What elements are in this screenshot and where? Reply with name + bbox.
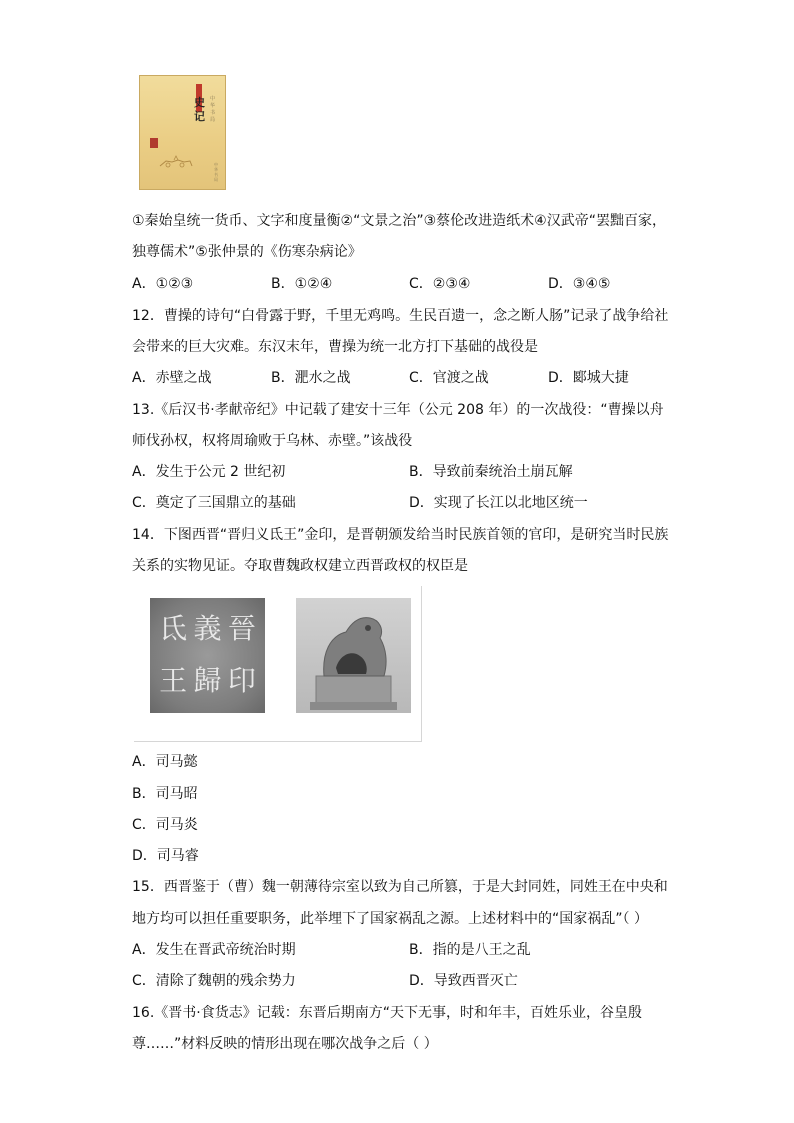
- seal-characters: [156, 604, 259, 707]
- q11-option-d[interactable]: D．③④⑤: [548, 276, 611, 292]
- gold-seal-photo: [296, 598, 411, 713]
- q14-stem-line2: 关系的实物见证。夺取曹魏政权建立西晋政权的权臣是: [132, 558, 468, 574]
- q15-stem-line2: 地方均可以担任重要职务，此举埋下了国家祸乱之源。上述材料中的“国家祸乱”（ ）: [132, 911, 648, 927]
- seal-char-1: 氐: [159, 612, 188, 645]
- q11-option-b[interactable]: B．①②④: [271, 276, 333, 292]
- q11-option-a[interactable]: A．①②③: [132, 276, 194, 292]
- seal-char-3: 晉: [227, 612, 256, 645]
- book-seal-mark: [150, 138, 158, 148]
- q12-stem-line1: 12．曹操的诗句“白骨露于野，千里无鸡鸣。生民百遗一，念之断人肠”记录了战争给社: [132, 308, 669, 324]
- q13-option-a[interactable]: A．发生于公元 2 世纪初: [132, 464, 286, 480]
- book-foot-text: 中华书局: [214, 162, 218, 182]
- q11-items-line1: ①秦始皇统一货币、文字和度量衡②“文景之治”③蔡伦改进造纸术④汉武帝“罢黜百家，: [132, 213, 666, 229]
- shiji-book-cover-image: [139, 75, 226, 190]
- seal-char-2: 義: [193, 612, 222, 645]
- q11-option-c[interactable]: C．②③④: [409, 276, 471, 292]
- q12-option-a[interactable]: A．赤壁之战: [132, 370, 212, 386]
- q12-option-c[interactable]: C．官渡之战: [409, 370, 489, 386]
- q16-stem-line2: 尊……”材料反映的情形出现在哪次战争之后（ ）: [132, 1036, 438, 1052]
- q11-items-line2: 独尊儒术”⑤张仲景的《伤寒杂病论》: [132, 244, 362, 260]
- q14-option-c[interactable]: C．司马炎: [132, 817, 198, 833]
- q16-stem-line1: 16.《晋书·食货志》记载：东晋后期南方“天下无事，时和年丰，百姓乐业，谷皇殷: [132, 1005, 642, 1021]
- seal-imprint-image: [150, 598, 265, 713]
- q14-option-d[interactable]: D．司马睿: [132, 848, 199, 864]
- camel-knob-seal-illustration: [296, 598, 411, 713]
- q14-stem-line1: 14．下图西晋“晋归义氐王”金印，是晋朝颁发给当时民族首领的官印，是研究当时民族: [132, 527, 669, 543]
- q12-option-d[interactable]: D．郾城大捷: [548, 370, 629, 386]
- horse-rider-illustration: [158, 154, 194, 168]
- q14-option-a[interactable]: A．司马懿: [132, 754, 198, 770]
- q15-option-b[interactable]: B．指的是八王之乱: [409, 942, 531, 958]
- q14-option-b[interactable]: B．司马昭: [132, 786, 198, 802]
- seal-images-figure: [134, 586, 422, 742]
- q13-option-b[interactable]: B．导致前秦统治土崩瓦解: [409, 464, 573, 480]
- q13-option-c[interactable]: C．奠定了三国鼎立的基础: [132, 495, 296, 511]
- q15-stem-line1: 15．西晋鉴于（曹）魏一朝薄待宗室以致为自己所篡，于是大封同姓，同姓王在中央和: [132, 879, 668, 895]
- book-title: 史记: [194, 96, 205, 123]
- q12-option-b[interactable]: B．淝水之战: [271, 370, 351, 386]
- q15-option-a[interactable]: A．发生在晋武帝统治时期: [132, 942, 296, 958]
- seal-char-6: 印: [227, 663, 256, 697]
- q15-option-d[interactable]: D．导致西晋灭亡: [409, 973, 518, 989]
- q13-stem-line2: 师伐孙权，权将周瑜败于乌林、赤壁。”该战役: [132, 433, 413, 449]
- q13-stem-line1: 13.《后汉书·孝献帝纪》中记载了建安十三年（公元 208 年）的一次战役：“曹操以舟: [132, 402, 664, 418]
- q13-option-d[interactable]: D．实现了长江以北地区统一: [409, 495, 588, 511]
- seal-char-4: 王: [159, 663, 188, 697]
- q15-option-c[interactable]: C．清除了魏朝的残余势力: [132, 973, 296, 989]
- seal-char-5: 歸: [193, 663, 222, 697]
- q12-stem-line2: 会带来的巨大灾难。东汉末年，曹操为统一北方打下基础的战役是: [132, 339, 538, 355]
- book-side-text: 中华书局: [210, 96, 216, 123]
